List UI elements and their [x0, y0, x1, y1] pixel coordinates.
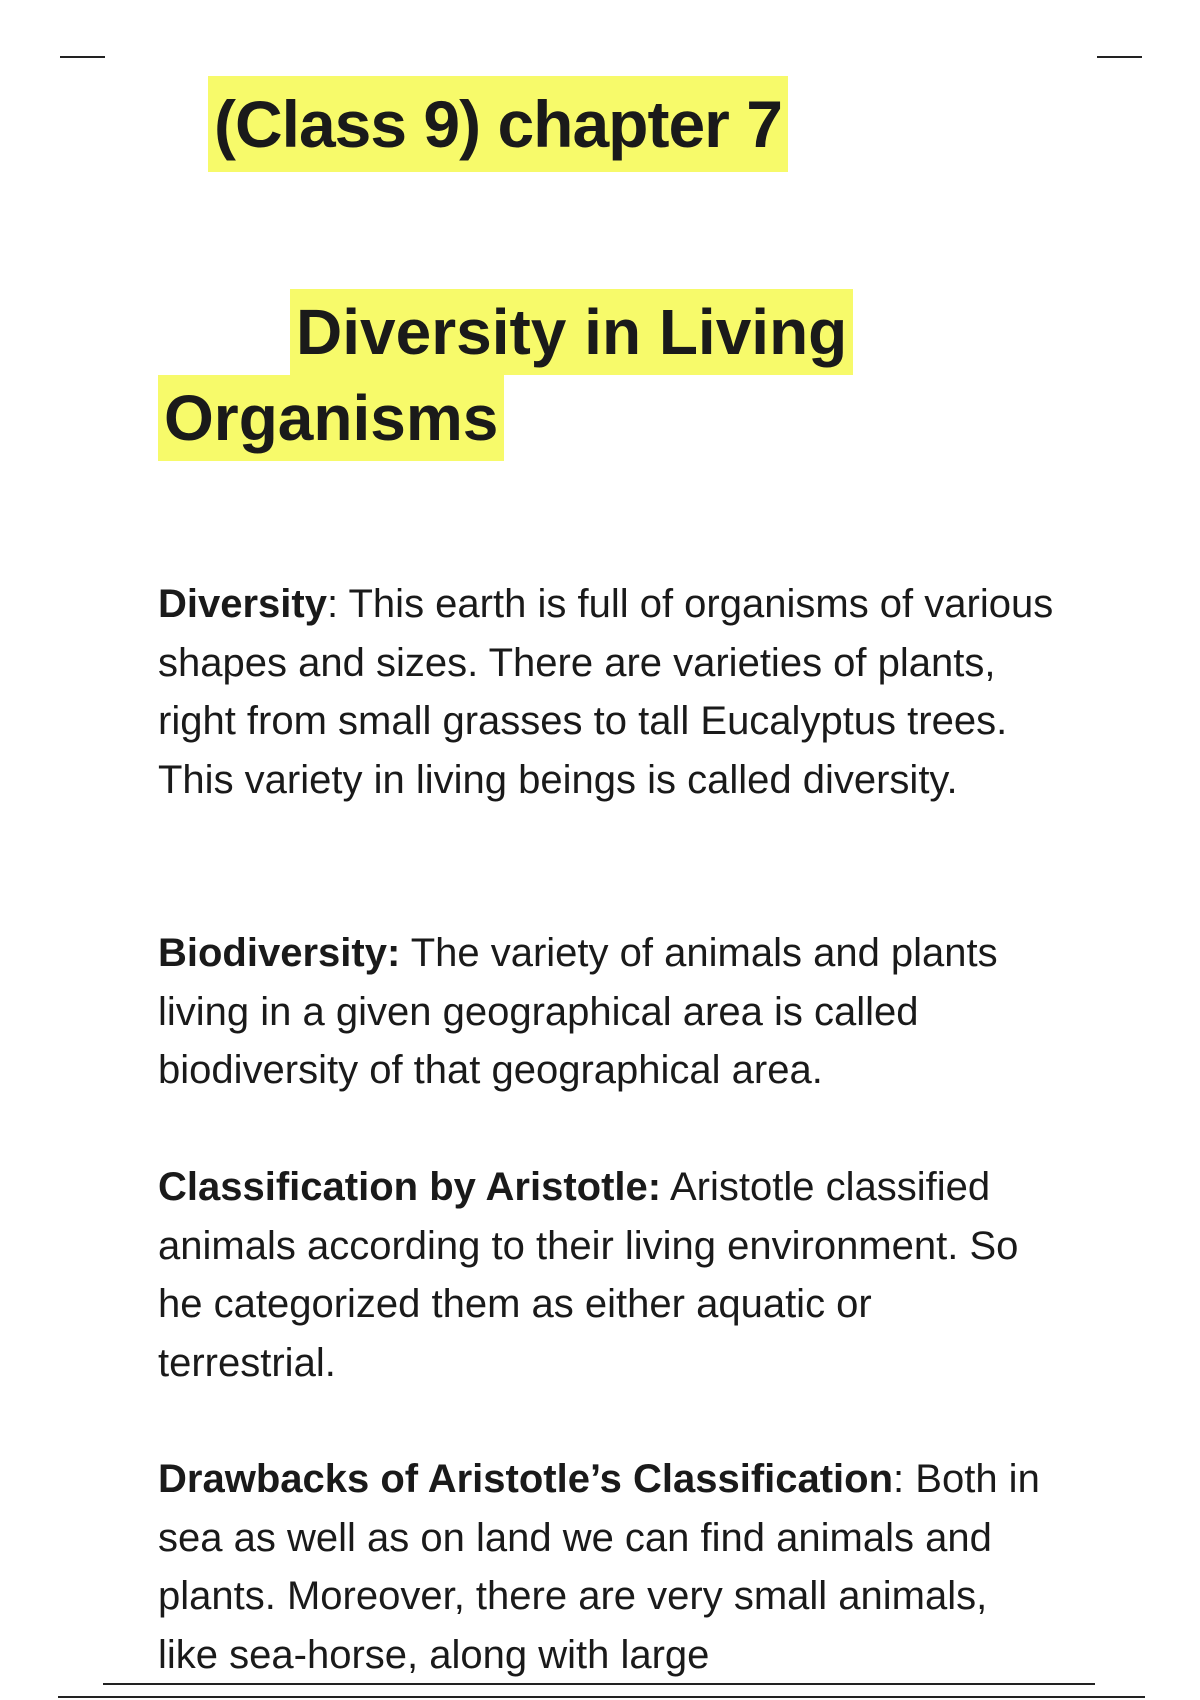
section-classification-by-aristotle	[158, 1158, 1058, 1392]
page-title-line-1: Diversity in Living	[290, 289, 853, 375]
term-biodiversity: Biodiversity:	[158, 931, 401, 975]
definition-classification-by-aristotle: Aristotle classified animals according to their living environment. So he categorized them as either aquatic or terrestrial.	[158, 1165, 1019, 1385]
bottom-rule-upper	[103, 1683, 1095, 1685]
separator: :	[893, 1457, 916, 1501]
term-diversity: Diversity	[158, 582, 327, 626]
section-drawbacks	[158, 1450, 1058, 1684]
chapter-heading: (Class 9) chapter 7	[208, 76, 788, 172]
definition-diversity: This earth is full of organisms of various shapes and sizes. There are varieties of plants, right from small grasses to tall Eucalyptus trees. This variety in living beings is called diversity.	[158, 582, 1054, 802]
definition-biodiversity: The variety of animals and plants living in a given geographical area is called biodiversity of that geographical area.	[158, 931, 998, 1092]
top-left-rule	[60, 56, 105, 58]
section-biodiversity	[158, 924, 1058, 1100]
separator	[400, 931, 410, 975]
bottom-rule-lower	[58, 1696, 1145, 1698]
page-title-line-2: Organisms	[158, 375, 504, 461]
term-classification-by-aristotle: Classification by Aristotle:	[158, 1165, 662, 1209]
separator	[661, 1165, 670, 1209]
top-right-rule	[1097, 56, 1142, 58]
separator: :	[326, 582, 349, 626]
definition-drawbacks: Both in sea as well as on land we can find animals and plants. Moreover, there are very small animals, like sea-horse, along with large	[158, 1457, 1040, 1677]
section-diversity	[158, 575, 1058, 809]
term-drawbacks: Drawbacks of Aristotle’s Classification	[158, 1457, 894, 1501]
